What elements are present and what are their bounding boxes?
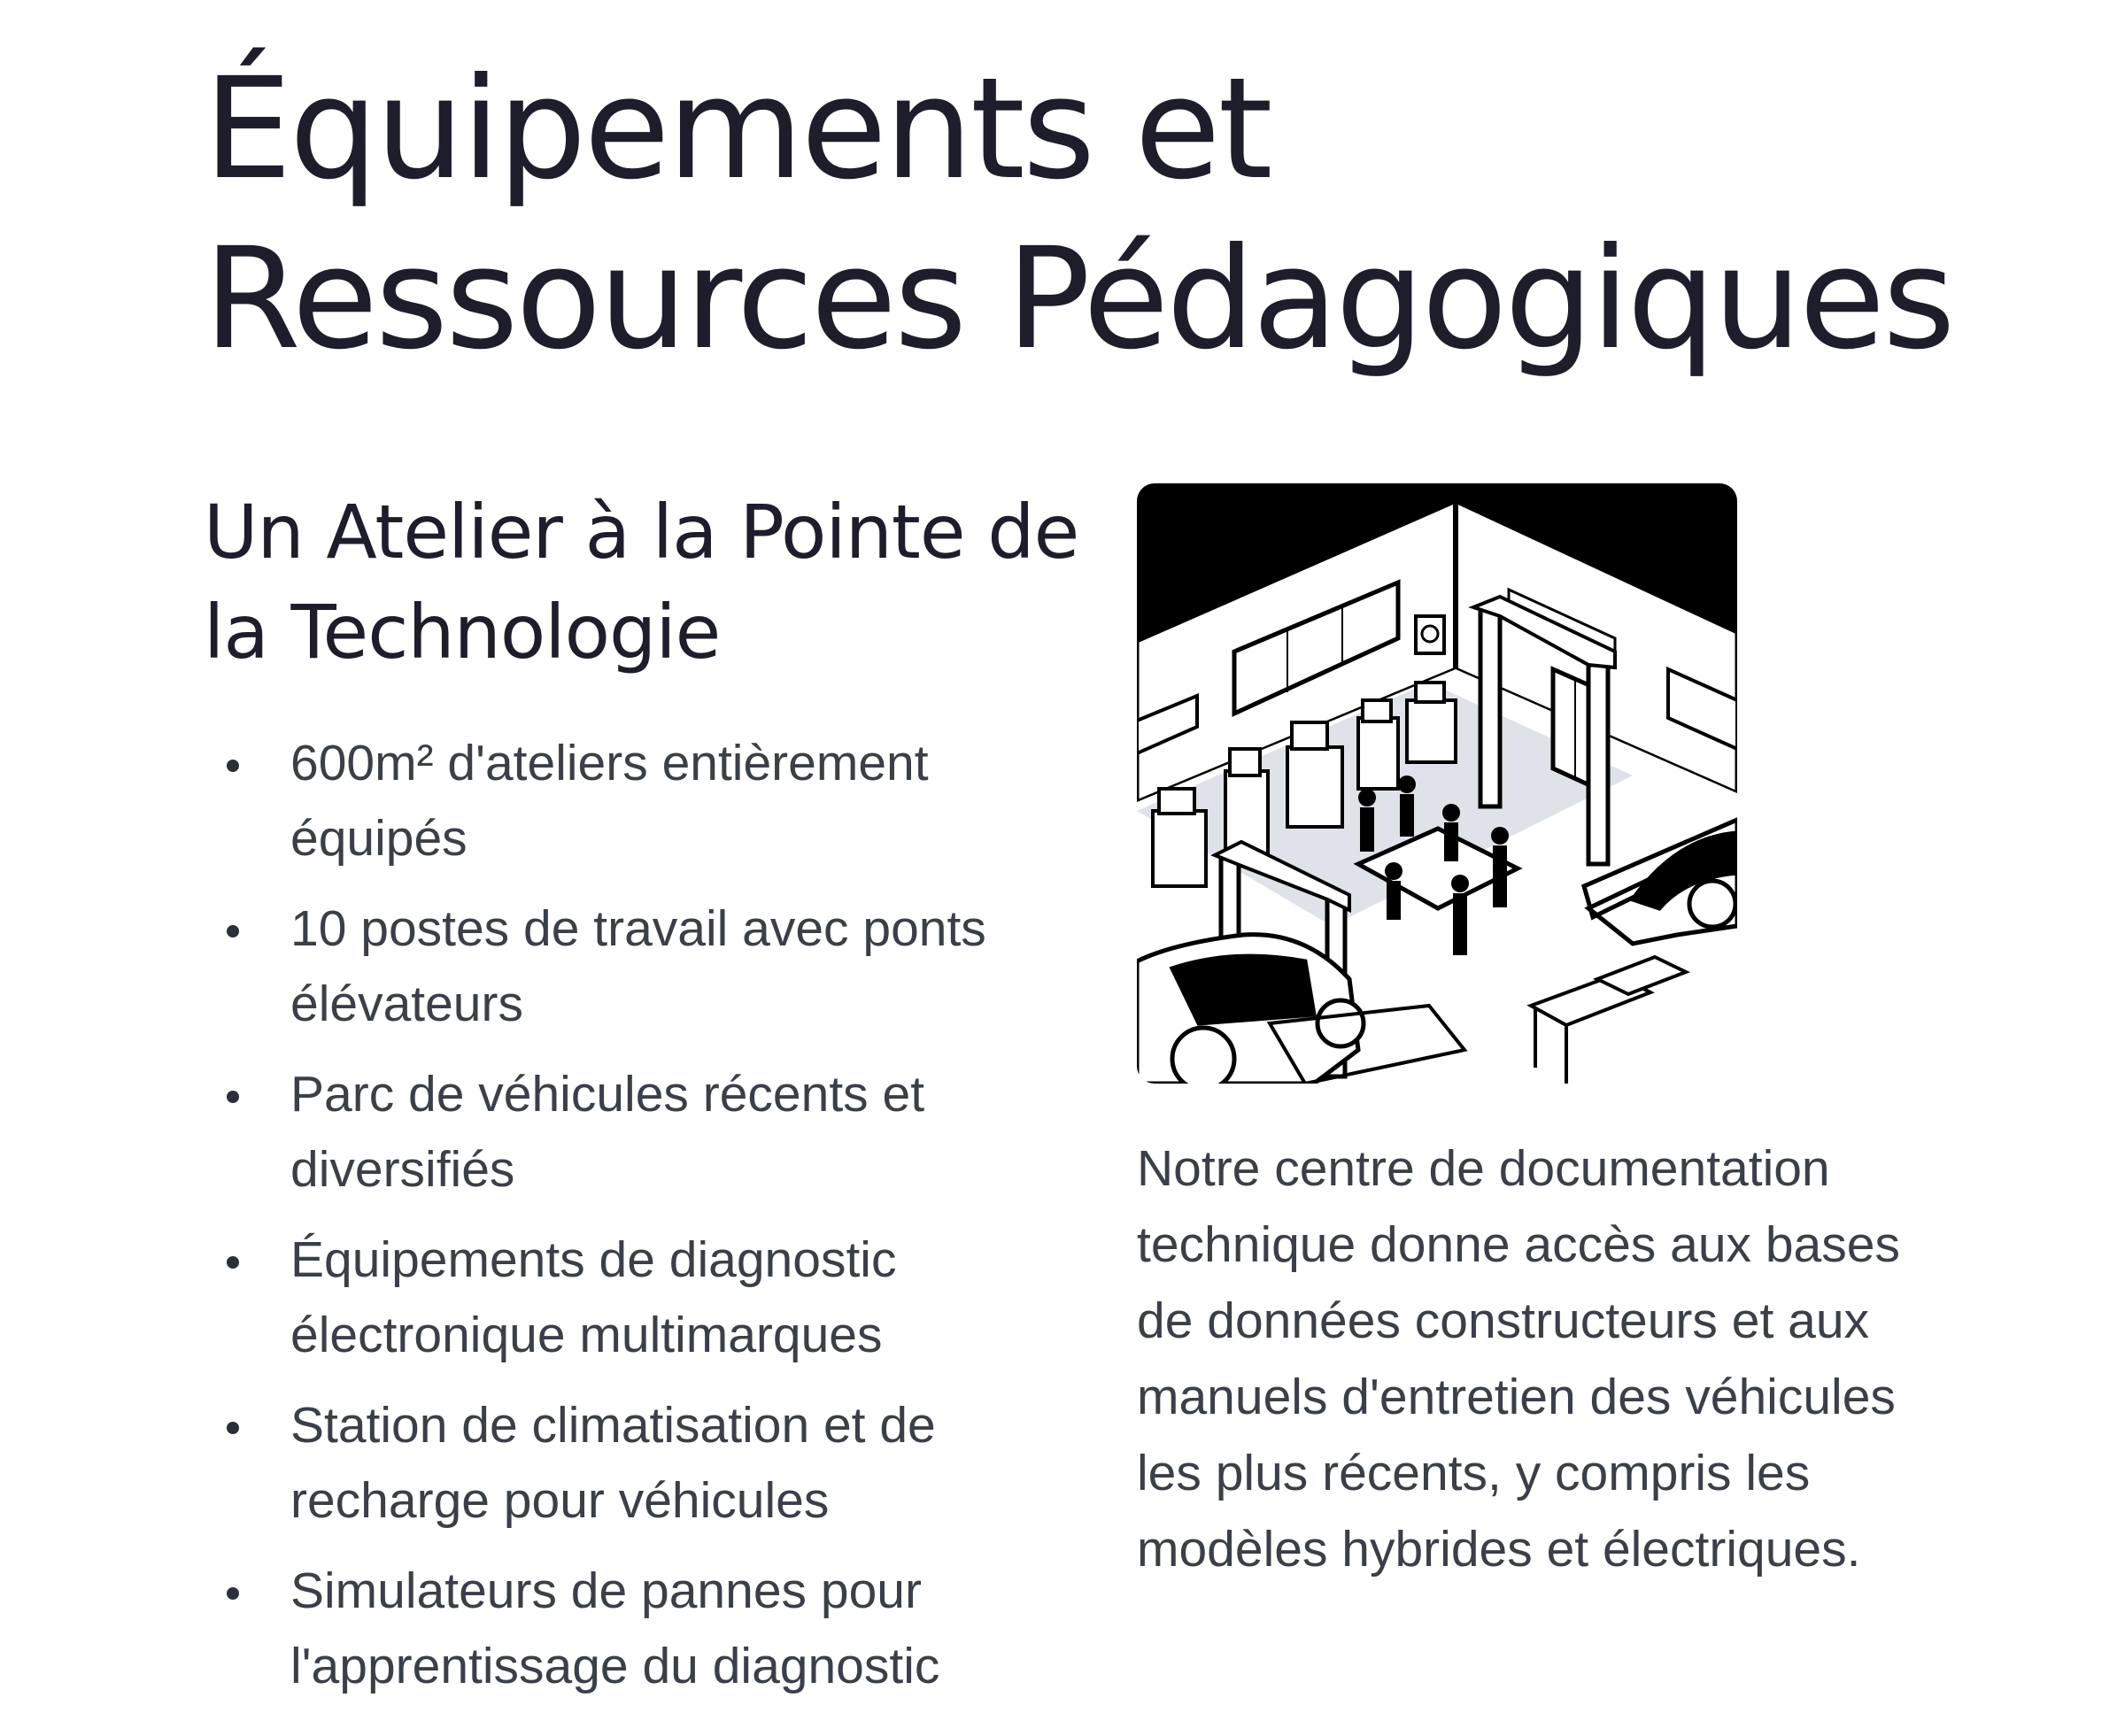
page-title: Équipements et Ressources Pédagogiques (204, 48, 1953, 381)
feature-item: Station de climatisation et de recharge pour véhicules (204, 1388, 1054, 1539)
feature-item: 600m² d'ateliers entièrement équipés (204, 726, 1054, 876)
feature-item: Parc de véhicules récents et diversifiés (204, 1057, 1054, 1207)
feature-item: 10 postes de travail avec ponts élévateurs (204, 891, 1054, 1042)
workshop-illustration-icon (1137, 483, 1737, 1084)
documentation-paragraph: Notre centre de documentation technique donne accès aux bases de données constructeurs et aux manuels d'entretien des véhicules les plus récents, y compris les modèles hybrides et électriques. (1137, 1140, 1900, 1578)
feature-list (204, 726, 1054, 1719)
feature-item: Simulateurs de pannes pour l'apprentissage du diagnostic (204, 1554, 1054, 1704)
feature-item: Équipements de diagnostic électronique multimarques (204, 1223, 1054, 1373)
section-subtitle: Un Atelier à la Pointe de la Technologie (204, 489, 1079, 675)
